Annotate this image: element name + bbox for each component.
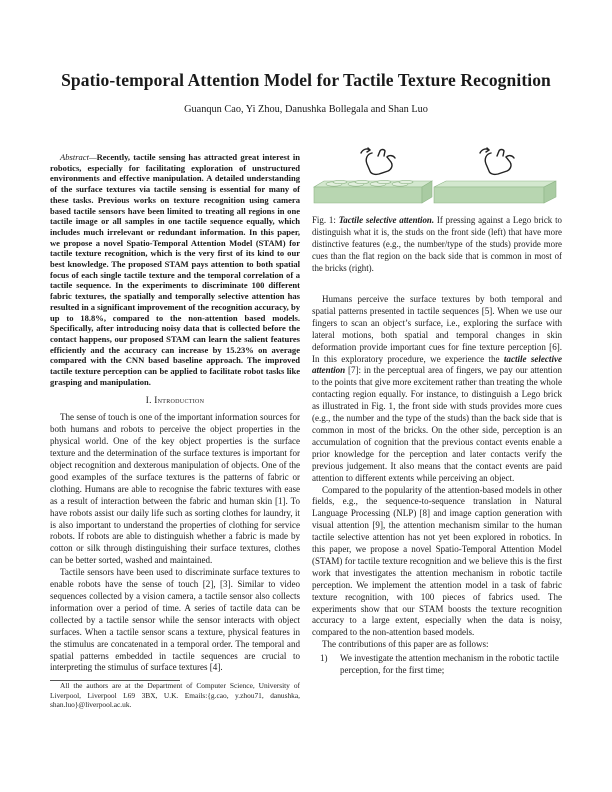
lego-brick-back xyxy=(434,181,556,203)
author-list: Guanqun Cao, Yi Zhou, Danushka Bollegala and Shan Luo xyxy=(184,104,428,115)
lego-brick-front xyxy=(314,180,432,203)
intro-paragraph-2: Tactile sensors have been used to discriminate surface textures to enable robots have the sense of touch [2], [3]. Similar to video sequences collected by a vision camera, a tactile sensor also collects information over a period of time. A series of tactile data can be collected by a tactile sensor while the sensor interacts with object surfaces. When a tactile sensor scans a texture, physical features in the stimulus are concatenated in a temporal order. The temporal and spatial patterns embedded in tactile sequences are crucial to interpreting the stimulus of surface textures [4]. xyxy=(50,567,300,673)
right-paragraph-2: Compared to the popularity of the attention-based models in other fields, e.g., the sequence-to-sequence translation in Natural Language Processing (NLP) [8] and image caption generation with visual attention [9], the attention mechanism similar to the human tactile selective attention has not yet been explored in robotics. In this paper, we propose a novel Spatio-Temporal Attention Model (STAM) for tactile texture recognition and we believe this is the first work that investigates the attention mechanism in robotic tactile perception. We implement the attention model in a task of fabric texture recognition, with 100 pieces of fabrics used. The experiments show that our STAM boosts the texture recognition accuracy to a large extent, especially when the data is noisy, compared to the non-attention based models. xyxy=(312,484,562,638)
list-number: 1) xyxy=(320,653,328,664)
section-heading xyxy=(50,395,300,407)
figure-1 xyxy=(312,145,562,293)
abstract-text: Recently, tactile sensing has attracted great interest in robotics, especially for facilitating exploration of unstructured environments and effective manipulation. A detailed understanding of the surface textures via tactile sensing is essential for many of these tasks. Previous works on texture recognition using camera based tactile sensors have been limited to treating all regions in one tactile image or all samples in one tactile sequence equally, which includes much irrelevant or redundant information. In this paper, we propose a novel Spatio-Temporal Attention Model (STAM) for tactile texture recognition, which is the very first of its kind to our best knowledge. The proposed STAM pays attention to both spatial focus of each single tactile texture and the temporal correlation of a tactile sequence. In the experiments to discriminate 100 different fabric textures, the spatially and temporally selective attention has resulted in a significant improvement of the recognition accuracy, by up to 18.8%, compared to the non-attention based models. Specifically, after introducing noisy data that is collected before the contact happens, our proposed STAM can learn the salient features efficiently and the accuracy can increase by 15.23% on average compared with the CNN based baseline approach. The improved tactile texture perception can be applied to facilitate robot tasks like grasping and manipulation. xyxy=(50,152,300,387)
figure-label-title: Tactile selective attention. xyxy=(338,215,435,225)
figure-caption xyxy=(312,215,562,275)
paragraph-text: [7]: in the perceptual area of fingers, we pay our attention to the points that give more excitement rather than treating the whole contacting region equally. For instance, to distinguish a Lego brick as illustrated in Fig. 1, the front side with studs provides more cues (e.g., the number and the type of the studs) than the back side that is common in most of the bricks. On the other side, perception is an accumulation of cognition that the previous contact events enable a prior knowledge for the perception and later contacts verify the previous judgement. It also means that the contact events are paid attention to different extents while perceiving an object. xyxy=(312,365,562,483)
right-paragraph-1 xyxy=(312,294,562,485)
lego-bricks-illustration xyxy=(312,145,562,213)
section-numeral: I. xyxy=(145,395,152,406)
section-title: Introduction xyxy=(154,395,205,406)
paper-title: Spatio-temporal Attention Model for Tactile Texture Recognition xyxy=(61,70,551,90)
abstract-label: Abstract xyxy=(60,152,89,162)
abstract: Abstract—Recently, tactile sensing has attracted great interest in robotics, especially for facilitating exploration of unstructured environments and effective manipulation. A detailed understanding of the surface textures via tactile sensing is essential for many of these tasks. Previous works on texture recognition using camera based tactile sensors have been limited to treating all regions in one tactile image or all samples in one tactile sequence equally, which includes much irrelevant or redundant information. In this paper, we propose a novel Spatio-Temporal Attention Model (STAM) for tactile texture recognition, which is the very first of its kind to our best knowledge. The proposed STAM pays attention to both spatial focus of each single tactile texture and the temporal correlation of a tactile sequence. In the experiments to discriminate 100 different fabric textures, the spatially and temporally selective attention has resulted in a significant improvement of the recognition accuracy, by up to 18.8%, compared to the non-attention based models. Specifically, after introducing noisy data that is collected before the contact happens, our proposed STAM can learn the salient features efficiently and the accuracy can increase by 15.23% on average compared with the CNN based baseline approach. The improved tactile texture perception can be applied to facilitate robot tasks like grasping and manipulation. xyxy=(50,152,300,387)
emphasis-term: tactile selective attention xyxy=(312,353,562,376)
hand-pointing-down-icon xyxy=(480,148,514,174)
paragraph-text: Humans perceive the surface textures by both temporal and spatial patterns presented in tactile sequences [5]. When we use our fingers to scan an object’s surface, i.e., exploring the surface with lateral motions, both spatial and temporal changes in skin deformation provide important cues for fine texture perception [6]. In this exploratory procedure, we experience the xyxy=(312,294,562,364)
left-column xyxy=(50,152,300,709)
hand-pointing-down-icon xyxy=(361,148,395,174)
right-column xyxy=(312,294,562,677)
footnote: All the authors are at the Department of Computer Science, University of Liverpool, Liverpool L69 3BX, U.K. Emails:{g.cao, y.zhou71, danushka, shan.luo}@liverpool.ac.uk. xyxy=(50,681,300,709)
intro-paragraph-1: The sense of touch is one of the important information sources for both humans and robots to perceive the object properties in the physical world. One of the key object properties is the surface texture and the determination of the surface textures is important for object recognition and dexterous manipulation of objects. One of the good examples of the surface textures is the patterns of fabric or clothing. Humans are able to recognise the fabric textures with ease as a result of interaction between the fabric and human skin [1]. To have robots assist our daily life such as sorting clothes for laundry, it is also important to understand the properties of clothing for service robots. If robots are able to distinguish whether a fabric is made by cotton or silk through distinguishing their surface textures, clothes can be better sorted, washed and maintained. xyxy=(50,412,300,566)
list-text: We investigate the attention mechanism in the robotic tactile perception, for the first time; xyxy=(340,653,559,676)
right-paragraph-3: The contributions of this paper are as follows: xyxy=(322,639,489,650)
figure-label: Fig. 1: xyxy=(312,215,336,225)
contribution-item xyxy=(312,653,562,677)
figure-caption-text: If pressing against a Lego brick to distinguish what it is, the studs on the front side (left) that have more distinctive features (e.g., the number/type of the studs) provide more cues than the flat region on the back side that is common in most of the bricks (right). xyxy=(312,215,562,273)
